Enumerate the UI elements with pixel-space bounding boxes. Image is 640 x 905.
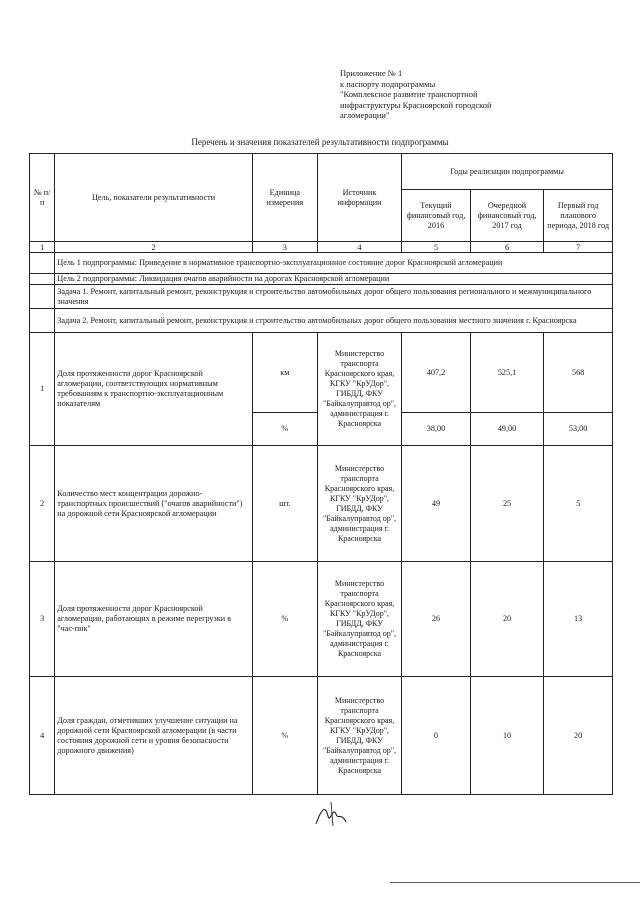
- goal-1-row: Цель 1 подпрограммы: Приведение в нормативное транспортно-эксплуатационное состояние дорог Красноярской агломерации: [55, 253, 613, 274]
- row-number: 1: [30, 333, 55, 446]
- appendix-note: [340, 68, 580, 121]
- header-goal: Цель, показатели результативности: [55, 154, 253, 242]
- unit-cell: шт.: [252, 446, 317, 562]
- col-number: 1: [30, 242, 55, 253]
- value-next: 20: [470, 562, 543, 677]
- indicator-text: Доля протяженности дорог Красноярской агломерации, соответствующих нормативным требованиям к транспортно-эксплуатационным показателям: [55, 333, 253, 446]
- value-plan: 13: [544, 562, 613, 677]
- header-num: № п/п: [30, 154, 55, 242]
- value-current: 0: [402, 677, 471, 795]
- bottom-rule: [390, 882, 640, 883]
- header-source: Источник информации: [317, 154, 401, 242]
- value-next: 525,1: [470, 333, 543, 413]
- appendix-line: агломерации": [340, 110, 390, 120]
- col-number: 5: [402, 242, 471, 253]
- appendix-line: к паспорту подпрограммы: [340, 78, 436, 89]
- col-number: 6: [470, 242, 543, 253]
- source-cell: Министерство транспорта Красноярского края, КГКУ "КрУДор", ГИБДД, ФКУ "Байкалуправтод ор", администрация г. Красноярска: [317, 333, 401, 446]
- value-next: 25: [470, 446, 543, 562]
- col-number: 2: [55, 242, 253, 253]
- value-current: 49: [402, 446, 471, 562]
- row-number: 3: [30, 562, 55, 677]
- appendix-line: "Комплексное развитие транспортной: [340, 89, 478, 99]
- indicator-text: Доля протяженности дорог Красноярской агломерации, работающих в режиме перегрузки в "час-пик": [55, 562, 253, 677]
- appendix-line: Приложение № 1: [340, 68, 403, 78]
- header-next-year: Очередной финансовый год, 2017 год: [470, 190, 543, 242]
- indicator-text: Количество мест концентрации дорожно-транспортных происшествий ("очагов аварийности") на дорожной сети Красноярской агломерации: [55, 446, 253, 562]
- header-current-year: Текущий финансовый год, 2016: [402, 190, 471, 242]
- header-unit: Единица измерения: [252, 154, 317, 242]
- task-1-row: Задача 1. Ремонт, капитальный ремонт, реконструкция и строительство автомобильных дорог общего пользования регионального и межмуниципального значения: [55, 285, 613, 309]
- value-plan: 568: [544, 333, 613, 413]
- col-number: 7: [544, 242, 613, 253]
- header-years: Годы реализации подпрограммы: [402, 154, 613, 190]
- signature-mark: [313, 800, 353, 828]
- goal-2-row: Цель 2 подпрограммы: Ликвидация очагов аварийности на дорогах Красноярской агломерации: [55, 274, 613, 285]
- indicator-text: Доля граждан, отметивших улучшение ситуации на дорожной сети Красноярской агломерации (в части состояния дорожной сети и уровня безопасности дорожного движения): [55, 677, 253, 795]
- col-number: 4: [317, 242, 401, 253]
- task-2-row: Задача 2. Ремонт, капитальный ремонт, реконструкция и строительство автомобильных дорог общего пользования местного значения г. Красноярска: [55, 309, 613, 333]
- value-current: 38,00: [402, 413, 471, 446]
- unit-cell: %: [252, 677, 317, 795]
- appendix-line: инфраструктуры Красноярской городской: [340, 99, 492, 110]
- value-next: 49,00: [470, 413, 543, 446]
- unit-cell: %: [252, 413, 317, 446]
- value-current: 26: [402, 562, 471, 677]
- unit-cell: км: [252, 333, 317, 413]
- value-next: 10: [470, 677, 543, 795]
- value-current: 407,2: [402, 333, 471, 413]
- source-cell: Министерство транспорта Красноярского края, КГКУ "КрУДор", ГИБДД, ФКУ "Байкалуправтод ор", администрация г. Красноярска: [317, 446, 401, 562]
- source-cell: Министерство транспорта Красноярского края, КГКУ "КрУДор", ГИБДД, ФКУ "Байкалуправтод ор", администрация г. Красноярска: [317, 677, 401, 795]
- source-cell: Министерство транспорта Красноярского края, КГКУ "КрУДор", ГИБДД, ФКУ "Байкалуправтод ор", администрация г. Красноярска: [317, 562, 401, 677]
- col-number: 3: [252, 242, 317, 253]
- value-plan: 5: [544, 446, 613, 562]
- value-plan: 20: [544, 677, 613, 795]
- row-number: 2: [30, 446, 55, 562]
- indicators-table: [29, 153, 613, 795]
- unit-cell: %: [252, 562, 317, 677]
- header-plan-year: Первый год планового периода, 2018 год: [544, 190, 613, 242]
- value-plan: 53,00: [544, 413, 613, 446]
- row-number: 4: [30, 677, 55, 795]
- document-title: Перечень и значения показателей результативности подпрограммы: [191, 137, 449, 147]
